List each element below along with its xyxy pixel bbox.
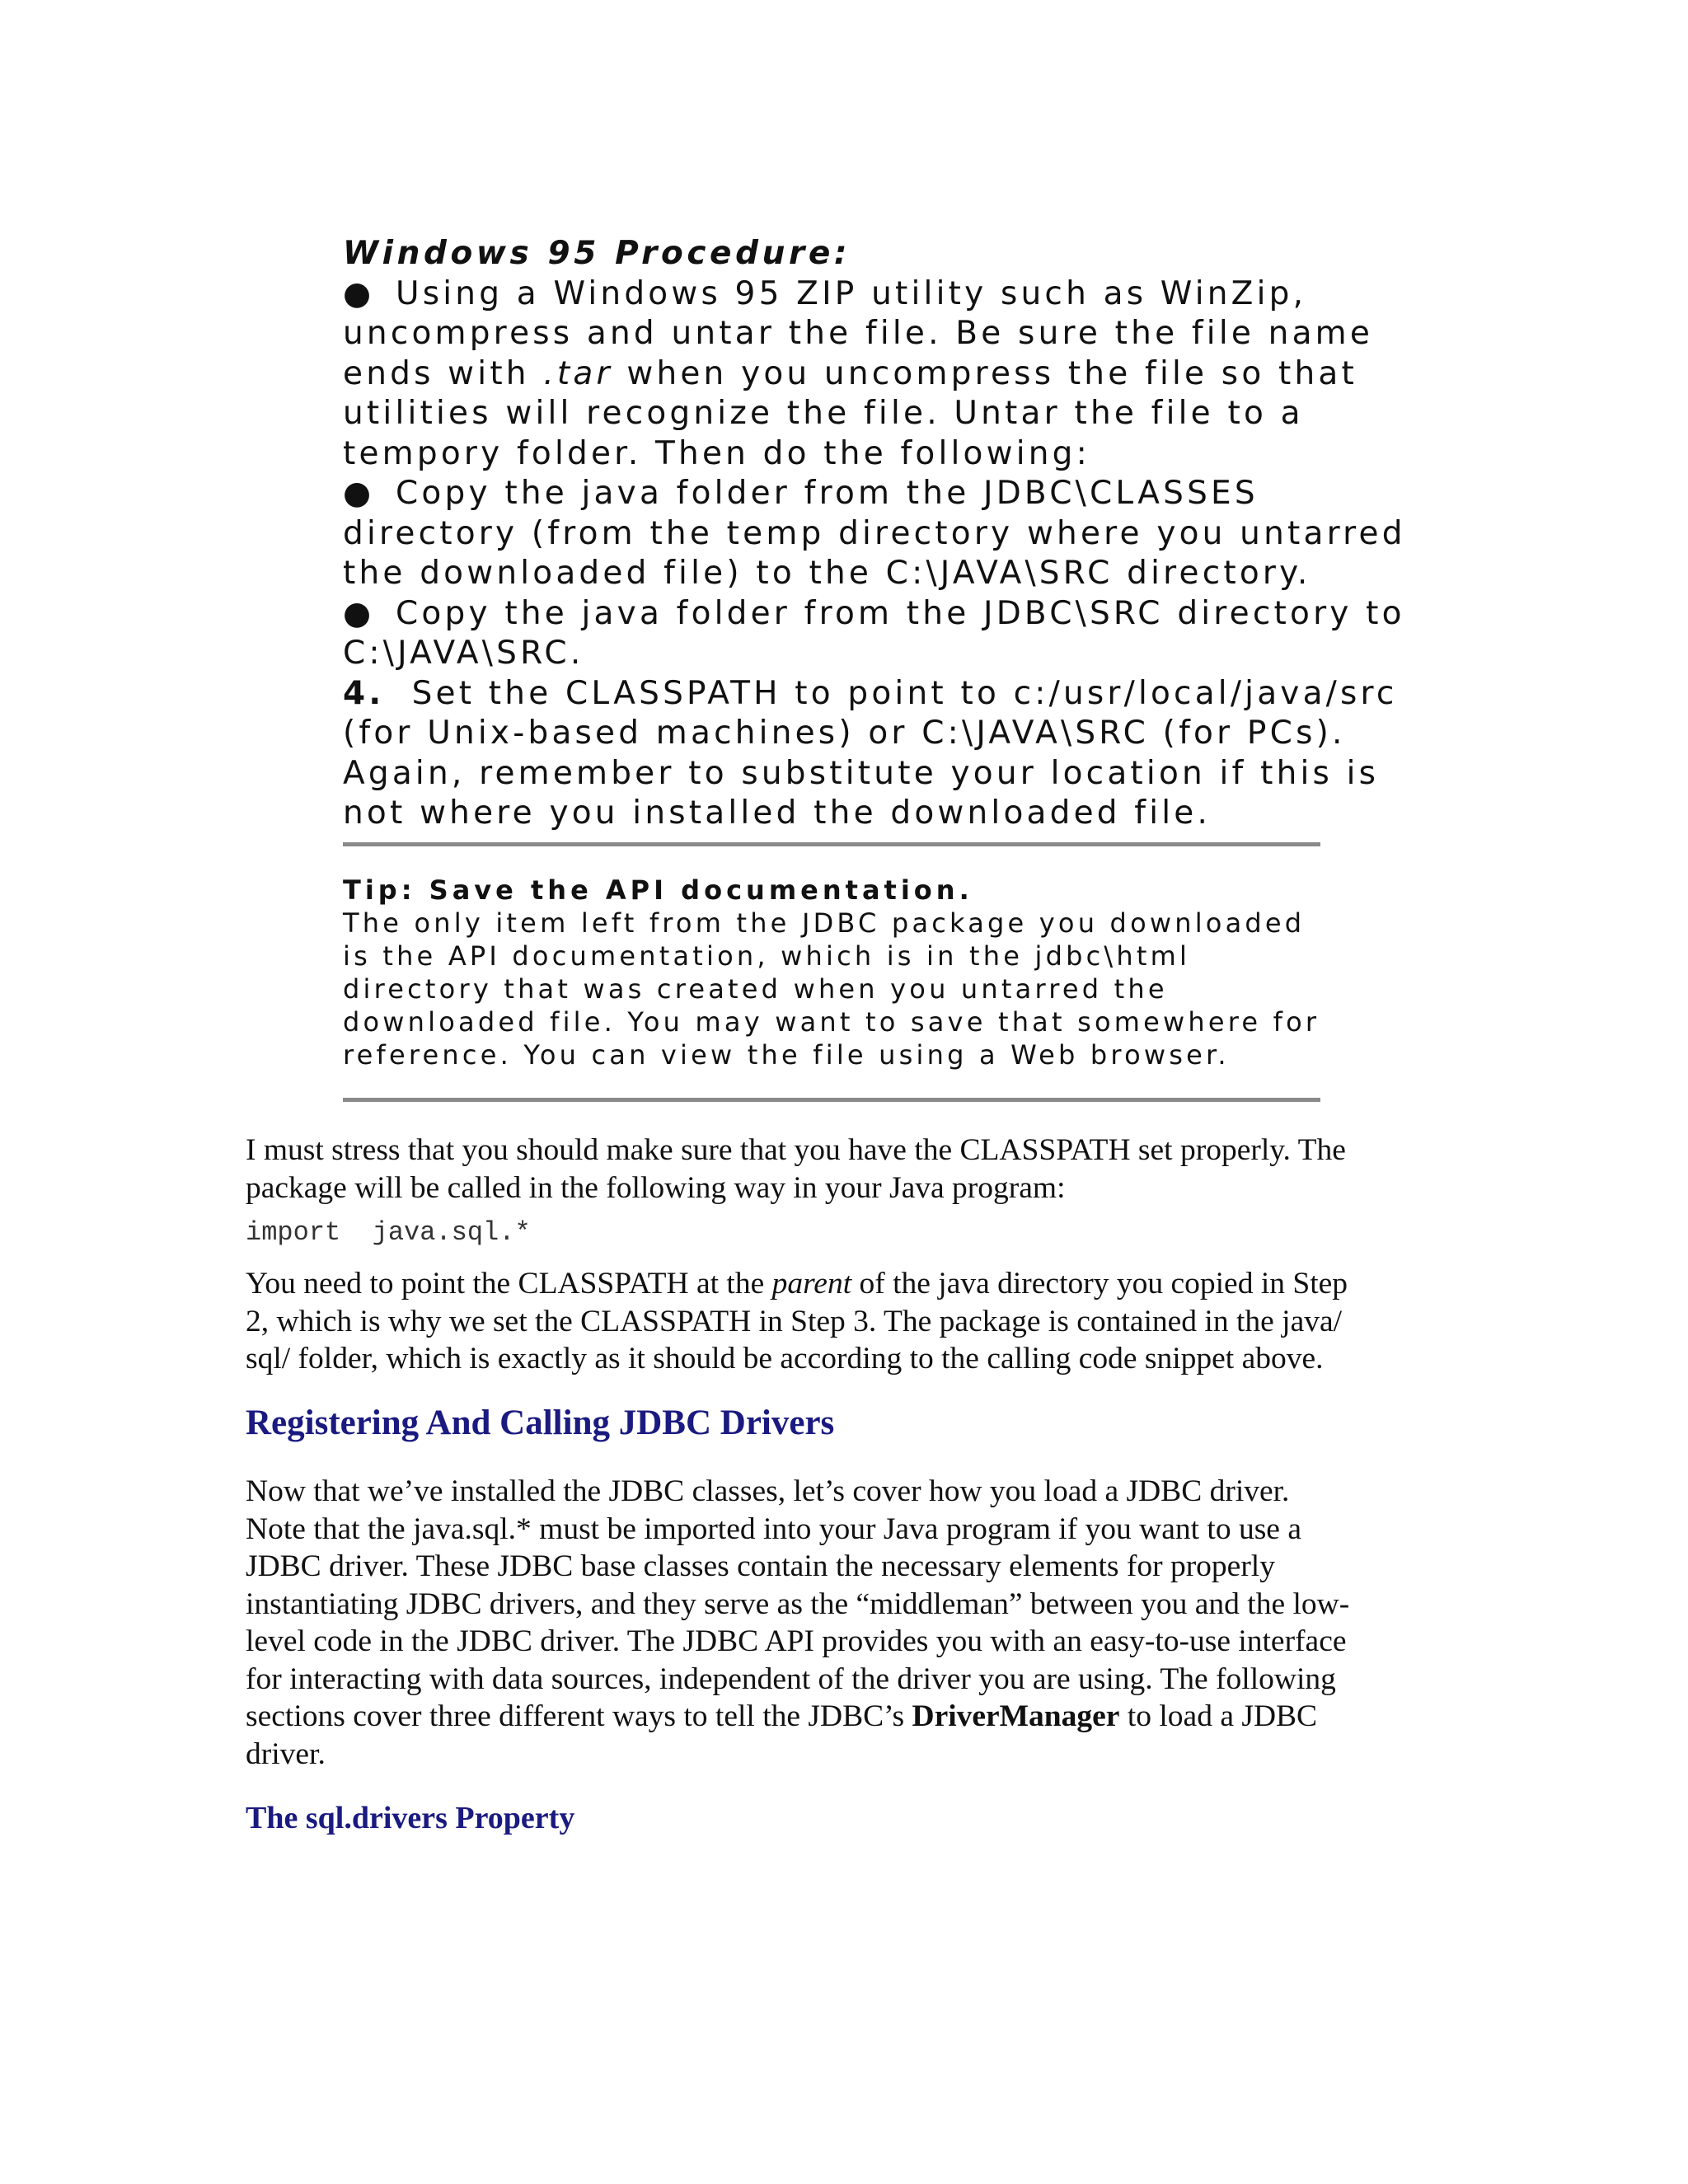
tip-line: downloaded file. You may want to save that somewhere for <box>343 1006 1320 1038</box>
tip-line: directory that was created when you untarred the <box>343 973 1168 1005</box>
step4-line1 <box>343 674 1414 715</box>
bullet1-line2: uncompress and untar the file. Be sure the file name <box>343 315 1374 352</box>
paragraph-line <box>246 1265 1441 1303</box>
bullet2-line1: Copy the java folder from the JDBC\CLASSES <box>396 475 1259 512</box>
bullet1-line3-pre: ends with <box>343 354 544 392</box>
bullet2-line3: the downloaded file) to the C:\JAVA\SRC directory. <box>343 555 1311 592</box>
paragraph-line: JDBC driver. These JDBC base classes contain the necessary elements for properly <box>246 1549 1275 1583</box>
section-heading: Registering And Calling JDBC Drivers <box>246 1404 835 1442</box>
tip-top-divider <box>343 842 1320 846</box>
step4-line3: Again, remember to substitute your location if this is <box>343 754 1380 792</box>
para3-line7-pre: sections cover three different ways to tell the JDBC’s <box>246 1699 912 1733</box>
classpath-paragraph <box>246 1132 1441 1207</box>
subsection-heading: The sql.drivers Property <box>246 1801 575 1835</box>
bullet3-line1: Copy the java folder from the JDBC\SRC directory to <box>396 594 1405 632</box>
step4-line2: (for Unix-based machines) or C:\JAVA\SRC (for PCs). <box>343 715 1346 752</box>
paragraph-line: 2, which is why we set the CLASSPATH in Step 3. The package is contained in the java/ <box>246 1304 1343 1338</box>
parent-emphasis: parent <box>771 1267 852 1301</box>
bullet2-line2: directory (from the temp directory where you untarred <box>343 514 1406 552</box>
para2-line1-post: of the java directory you copied in Step <box>851 1267 1348 1301</box>
paragraph-line <box>246 1698 1441 1736</box>
bullet1-line5: tempory folder. Then do the following: <box>343 434 1090 472</box>
parent-directory-paragraph <box>246 1265 1441 1378</box>
paragraph-line: instantiating JDBC drivers, and they serve as the “middleman” between you and the low- <box>246 1586 1350 1621</box>
tip-line: reference. You can view the file using a Web browser. <box>343 1039 1230 1071</box>
bullet-item-copy-classes <box>343 474 1414 514</box>
drivermanager-term: DriverManager <box>912 1699 1120 1733</box>
step4-text: Set the CLASSPATH to point to c:/usr/local/java/src <box>411 674 1398 712</box>
para2-line1-pre: You need to point the CLASSPATH at the <box>246 1267 772 1301</box>
bullet3-line2: C:\JAVA\SRC. <box>343 635 584 672</box>
tar-extension-emphasis: .tar <box>543 354 613 392</box>
tip-line: The only item left from the JDBC package you downloaded <box>343 907 1306 939</box>
bullet-icon: ● <box>343 475 372 512</box>
tip-box <box>343 874 1332 1071</box>
step-number: 4. <box>343 674 385 712</box>
bullet1-line3 <box>343 354 1414 395</box>
paragraph-line: for interacting with data sources, independent of the driver you are using. The following <box>246 1661 1336 1696</box>
paragraph-line: Now that we’ve installed the JDBC classes, let’s cover how you load a JDBC driver. <box>246 1474 1290 1508</box>
bullet-icon: ● <box>343 274 372 312</box>
paragraph-line: I must stress that you should make sure that you have the CLASSPATH set properly. The <box>246 1133 1346 1167</box>
bullet1-line1: Using a Windows 95 ZIP utility such as WinZip, <box>396 274 1307 312</box>
paragraph-line: driver. <box>246 1736 326 1771</box>
drivers-paragraph <box>246 1473 1441 1773</box>
tip-bottom-divider <box>343 1098 1320 1102</box>
paragraph-line: package will be called in the following way in your Java program: <box>246 1170 1066 1205</box>
bullet-item-winzip <box>343 274 1414 315</box>
bullet-item-copy-src <box>343 594 1414 635</box>
paragraph-line: sql/ folder, which is exactly as it should be according to the calling code snippet above. <box>246 1342 1324 1376</box>
paragraph-line: Note that the java.sql.* must be imported into your Java program if you want to use a <box>246 1511 1301 1546</box>
bullet1-line3-post: when you uncompress the file so that <box>612 354 1357 392</box>
windows95-procedure-box <box>343 234 1414 834</box>
step4-line4: not where you installed the downloaded file. <box>343 794 1212 832</box>
tip-line: is the API documentation, which is in the jdbc\html <box>343 940 1191 972</box>
tip-title: Tip: Save the API documentation. <box>343 874 973 906</box>
bullet1-line4: utilities will recognize the file. Untar the file to a <box>343 395 1304 432</box>
import-code-snippet: import java.sql.* <box>246 1217 531 1248</box>
para3-line7-post: to load a JDBC <box>1119 1699 1318 1733</box>
paragraph-line: level code in the JDBC driver. The JDBC API provides you with an easy-to-use interface <box>246 1624 1347 1658</box>
procedure-heading: Windows 95 Procedure: <box>343 235 851 272</box>
bullet-icon: ● <box>343 594 372 632</box>
